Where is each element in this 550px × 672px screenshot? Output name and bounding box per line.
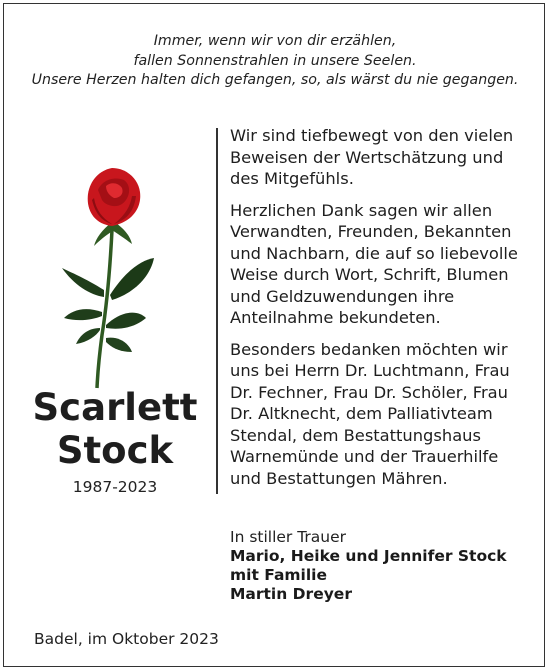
text-line: Dr. Altknecht, dem Palliativteam — [230, 404, 493, 423]
mourner-name: mit Familie — [230, 566, 328, 584]
memorial-poem — [0, 32, 550, 91]
text-line: Weise durch Wort, Schrift, Blumen — [230, 265, 509, 284]
deceased-years: 1987-2023 — [72, 478, 158, 496]
text-line: Herzlichen Dank sagen wir allen — [230, 200, 493, 220]
deceased-first-name: Scarlett — [32, 386, 198, 429]
text-line: Beweisen der Wertschätzung und — [230, 147, 504, 167]
poem-line: Immer, wenn wir von dir erzählen, — [153, 33, 397, 49]
mourner-name: Mario, Heike und Jennifer Stock — [230, 547, 507, 565]
paragraph — [230, 125, 530, 190]
thank-you-text — [230, 125, 530, 499]
text-line: Besonders bedanken möchten wir — [230, 339, 508, 359]
paragraph — [230, 200, 530, 329]
text-line: Stendal, dem Bestattungshaus — [230, 425, 481, 445]
text-line: und Geldzuwendungen ihre — [230, 286, 455, 306]
text-line: Wir sind tiefbewegt von den vielen — [230, 126, 514, 145]
poem-line: fallen Sonnenstrahlen in unsere Seelen. — [133, 52, 417, 69]
place-date: Badel, im Oktober 2023 — [34, 630, 219, 648]
text-line: Warnemünde und der Trauerhilfe — [230, 447, 499, 466]
mourners-intro: In stiller Trauer — [230, 528, 347, 546]
deceased-last-name: Stock — [56, 429, 174, 472]
paragraph — [230, 339, 530, 490]
mourners-block — [230, 528, 540, 604]
text-line: uns bei Herrn Dr. Luchtmann, Frau — [230, 361, 510, 380]
mourner-name: Martin Dreyer — [230, 585, 352, 603]
text-line: Anteilnahme bekundeten. — [230, 308, 441, 327]
poem-line: Unsere Herzen halten dich gefangen, so, als wärst du nie gegangen. — [31, 72, 519, 88]
text-line: des Mitgefühls. — [230, 169, 354, 188]
text-line: Dr. Fechner, Frau Dr. Schöler, Frau — [230, 382, 508, 402]
red-rose-icon — [40, 160, 170, 390]
text-line: und Nachbarn, die auf so liebevolle — [230, 243, 518, 263]
text-line: Verwandten, Freunden, Bekannten — [230, 222, 512, 241]
text-line: und Bestattungen Mähren. — [230, 468, 448, 488]
divider-line — [216, 128, 218, 494]
